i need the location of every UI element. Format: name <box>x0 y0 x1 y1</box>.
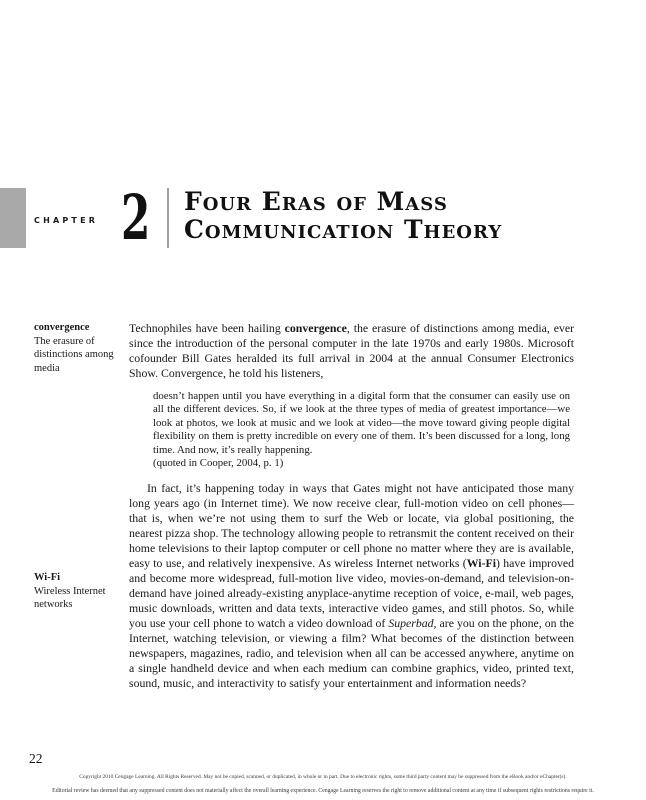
chapter-edge-tab <box>0 188 26 248</box>
margin-note-definition: The erasure of distinctions among media <box>34 335 114 374</box>
copyright-line-1: Copyright 2010 Cengage Learning. All Rights Reserved. May not be copied, scanned, or duplicated, in whole or in part. Due to electronic rights, some third party content may be suppressed from the eBook and/or eChapter(s). <box>79 773 567 779</box>
copyright-line-2: Editorial review has deemed that any suppressed content does not materially affect the overall learning experience. Cengage Learning reserves the right to remove additional content at any time if subsequent rights restrictions require it. <box>52 787 594 794</box>
margin-note-wifi <box>34 571 126 612</box>
chapter-title-line1: Four Eras of Mass <box>184 187 448 216</box>
body-paragraph-1: Technophiles have been hailing convergence, the erasure of distinctions among media, ever since the introduction of the personal computer in the late 1970s and early 1980s. Microsoft cofounder Bill Gates heralded its full arrival in 2004 at the annual Consumer Electronics Show. Convergence, he told his listeners, <box>129 321 575 380</box>
margin-note-term: convergence <box>34 322 90 333</box>
quote-citation: (quoted in Cooper, 2004, p. 1) <box>153 457 284 469</box>
chapter-label: CHAPTER <box>34 216 99 225</box>
page-number: 22 <box>29 751 43 766</box>
margin-note-definition: Wireless Internet networks <box>34 585 106 610</box>
body-paragraph-2: In fact, it’s happening today in ways that Gates might not have anticipated those many long years ago (in Internet time). We now receive clear, full-motion video on cell phones—that is, when we’re not using them to surf the Web or locate, via global positioning, the nearest pizza shop. The technology allowing people to retransmit the content received on their home televisions to their laptop computer or cell phone no matter where they are is available, easy to use, and relatively inexpensive. As wireless Internet networks (Wi-Fi) have improved and become more widespread, full-motion live video, movies-on-demand, and television-on-demand have joined already-existing anyplace-anytime reception of voice, e-mail, web pages, music downloads, written and data texts, interactive video games, and still photos. So, while you use your cell phone to watch a video download of Superbad, are you on the phone, on the Internet, watching television, or viewing a film? What becomes of the distinction between newspapers, magazines, radio, and television when all can be accessed anywhere, anytime on a single handheld device and when each medium can combine graphics, video, printed text, sound, music, and interactivity to satisfy your entertainment and information needs? <box>129 481 575 690</box>
chapter-title-line2: Communication Theory <box>184 215 503 244</box>
title-divider-rule <box>167 188 169 248</box>
margin-note-term: Wi-Fi <box>34 572 61 583</box>
chapter-title <box>184 188 502 244</box>
chapter-number: 2 <box>121 181 151 254</box>
margin-note-convergence <box>34 321 118 375</box>
gates-quote: doesn’t happen until you have everything in a digital form that the consumer can easily use on all the different devices. So, if we look at the three types of media of greatest importance—we look at photos, we look at music and we look at video—the move toward giving people digital flexibility on them is pretty incredible on every one of them. It’s been discussed for a long, long time. And now, it’s really happening. <box>153 390 570 456</box>
